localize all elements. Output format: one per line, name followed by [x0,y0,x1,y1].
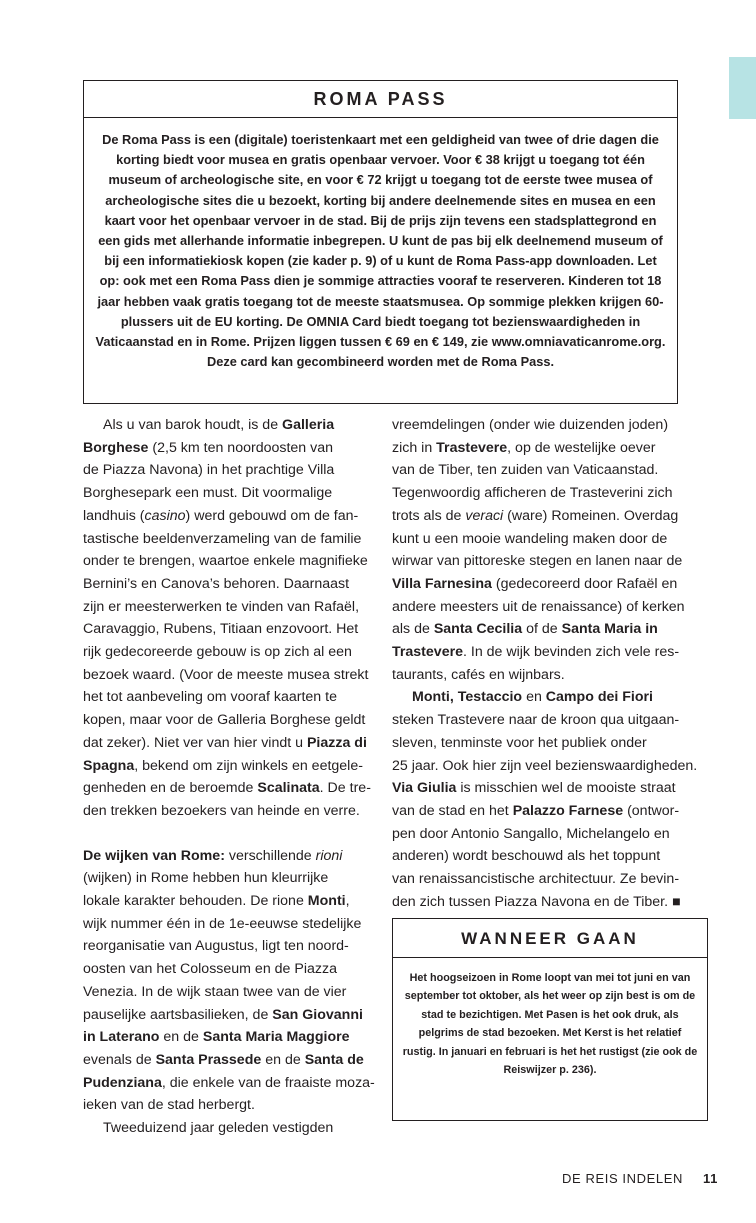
page-number: 11 [703,1171,718,1186]
right-column [392,414,714,913]
paragraph-monti-testaccio: Monti, Testaccio en Campo dei Fiori steken Trastevere naar de kroon qua uitgaan- sleven, tenminste voor het publiek onder 25 jaar. Ook hier zijn veel bezienswaardigheden. Via Giulia is misschien wel de mooiste straat van de stad en het Palazzo Farnese (ontwor- pen door Antonio Sangallo, Michelangelo en anderen) wordt beschouwd als het toppunt van renaissancistische architectuur. Ze bevin- den zich tussen Piazza Navona en de Tiber. ■ [392,689,698,910]
left-column [83,414,379,1140]
wanneer-gaan-title: WANNEER GAAN [393,919,707,958]
footer-section-title: DE REIS INDELEN [562,1171,683,1186]
paragraph-trastevere: vreemdelingen (onder wie duizenden joden) zich in Trastevere, op de westelijke oever van de Tiber, ten zuiden van Vaticaanstad. Tegenwoordig afficheren de Trasteverini zich trots als de veraci (ware) Romeinen. Overdag kunt u een mooie wandeling maken door de wirwar van pittoreske stegen en lanen naar de Villa Farnesina (gedecoreerd door Rafaël en andere meesters uit de renaissance) of kerken als de Santa Cecilia of de Santa Maria in Trastevere. In de wijk bevinden zich vele res- taurants, cafés en wijnbars. [392,417,685,683]
roma-pass-box [83,80,678,404]
roma-pass-title: ROMA PASS [84,81,677,118]
roma-pass-text: De Roma Pass is een (digitale) toeristenkaart met een geldigheid van twee of drie dagen die korting biedt voor musea en gratis openbaar vervoer. Voor € 38 krijgt u toegang tot één museum of archeologische site, en voor € 72 krijgt u toegang tot de eerste twee musea of archeologische sites die u bezoekt, korting bij andere deelnemende sites en musea en een kaart voor het openbaar vervoer in de stad. Bij de prijs zijn tevens een stadsplattegrond en een gids met allerhande informatie inbegrepen. U kunt de pas bij elk deelnemend museum of bij een informatiekiosk kopen (zie kader p. 9) of u kunt de Roma Pass-app downloaden. Let op: ook met een Roma Pass dien je sommige attracties vooraf te reserveren. Kinderen tot 18 jaar hebben vaak gratis toegang tot de meeste staatsmusea. Op sommige plekken krijgen 60-plussers uit de EU korting. De OMNIA Card biedt toegang tot bezienswaardigheden in Vaticaanstad en in Rome. Prijzen liggen tussen € 69 en € 149, zie www.omniavaticanrome.org. Deze card kan gecombineerd worden met de Roma Pass. [95,132,666,370]
page-footer [560,1168,720,1190]
paragraph-wijken-van-rome: De wijken van Rome: verschillende rioni (wijken) in Rome hebben hun kleurrijke lokale karakter behouden. De rione Monti, wijk nummer één in de 1e-eeuwse stedelijke reorganisatie van Augustus, ligt ten noord- oosten van het Colosseum en de Piazza Venezia. In de wijk staan twee van de vier pauselijke aartsbasilieken, de San Giovanni in Laterano en de Santa Maria Maggiore evenals de Santa Prassede en de Santa de Pudenziana, die enkele van de fraaiste moza- ieken van de stad herbergt. Tweeduizend jaar geleden vestigden [83,847,375,1137]
chapter-tab-marker [729,57,756,119]
paragraph-galleria-borghese: Als u van barok houdt, is de Galleria Borghese (2,5 km ten noordoosten van de Piazza Navona) in het prachtige Villa Borghesepark een must. Dit voormalige landhuis (casino) werd gebouwd om de fan- tastische beeldenverzameling van de familie onder te brengen, waartoe enkele magnifieke Bernini’s en Canova’s behoren. Daarnaast zijn er meesterwerken te vinden van Rafaël, Caravaggio, Rubens, Titiaan enzovoort. Het rijk gedecoreerde gebouw is op zich al een bezoek waard. (Voor de meeste musea strekt het tot aanbeveling om vooraf kaarten te kopen, maar voor de Galleria Borghese geldt dat zeker). Niet ver van hier vindt u Piazza di Spagna, bekend om zijn winkels en eetgele- genheden en de beroemde Scalinata. De tre- den trekken bezoekers van heinde en verre. [83,417,371,819]
wanneer-gaan-box [392,918,708,1121]
wanneer-gaan-text: Het hoogseizoen in Rome loopt van mei tot juni en van september tot oktober, als het weer op zijn best is om de stad te bezichtigen. Met Pasen is het ook druk, als pelgrims de stad bezoeken. Met Kerst is het relatief rustig. In januari en februari is het het rustigst (zie ook de Reiswijzer p. 236). [402,972,698,1077]
